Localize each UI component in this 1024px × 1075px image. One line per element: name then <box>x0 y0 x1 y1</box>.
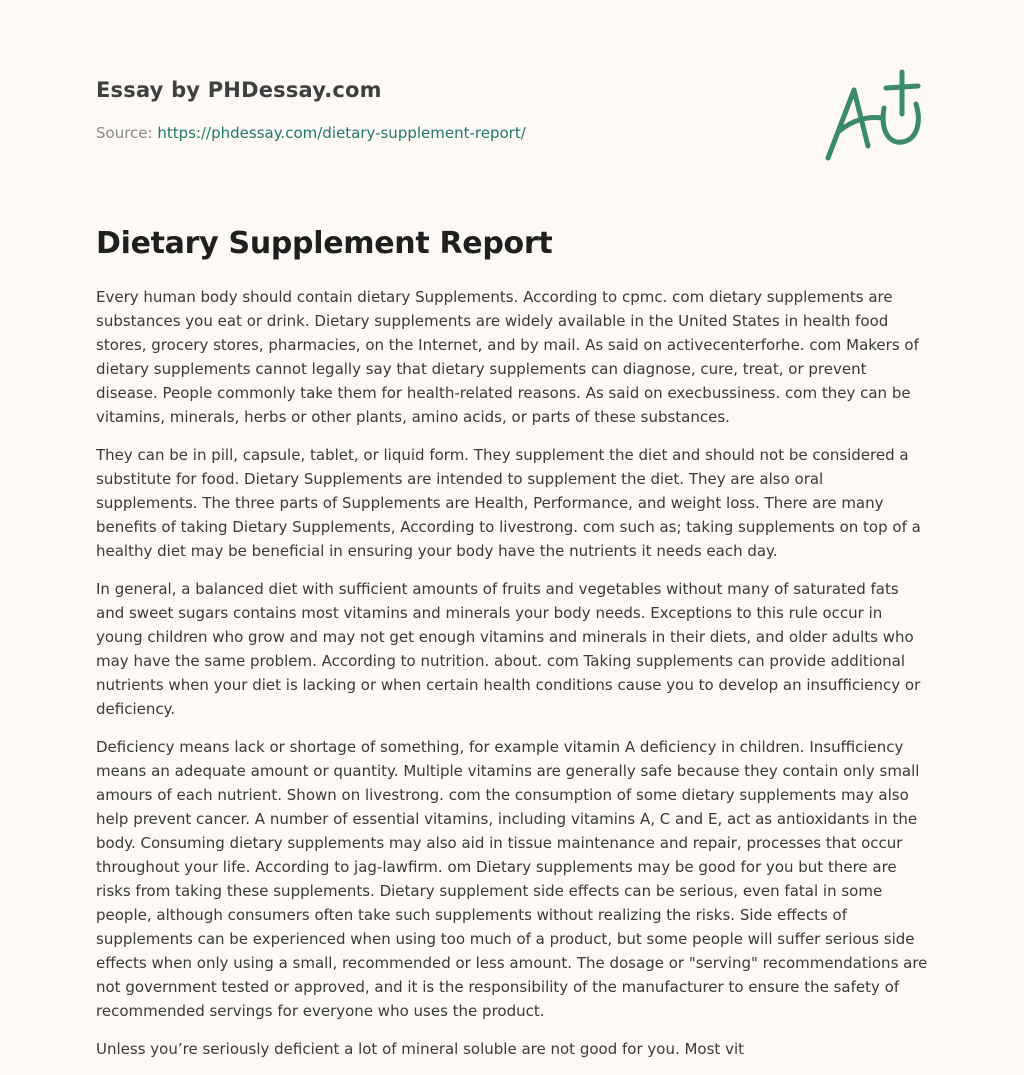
logo-plus-horizontal <box>886 86 918 88</box>
paragraph: In general, a balanced diet with sufficient amounts of fruits and vegetables without many of saturated fats and sweet sugars contains most vitamins and minerals your body needs. Exceptions to this rule occur in young children who grow and may not get enough vitamins and minerals in their diets, and older adults who may have the same problem. According to nutrition. about. com Taking supplements can provide additional nutrients when your diet is lacking or when certain health conditions cause you to develop an insufficiency or deficiency. <box>96 580 921 718</box>
source-line <box>96 124 526 142</box>
source-label: Source: <box>96 124 158 142</box>
site-brand-title: Essay by PHDessay.com <box>96 78 382 102</box>
paragraph: Deficiency means lack or shortage of something, for example vitamin A deficiency in children. Insufficiency means an adequate amount or quantity. Multiple vitamins are generally safe because they contain only small amours of each nutrient. Shown on livestrong. com the consumption of some dietary supplements may also help prevent cancer. A number of essential vitamins, including vitamins A, C and E, act as antioxidants in the body. Consuming dietary supplements may also aid in tissue maintenance and repair, processes that occur throughout your life. According to jag-lawfirm. om Dietary supplements may be good for you but there are risks from taking these supplements. Dietary supplement side effects can be serious, even fatal in some people, although consumers often take such supplements without realizing the risks. Side effects of supplements can be experienced when using too much of a product, but some people will suffer serious side effects when only using a small, recommended or less amount. The dosage or "serving" recommendations are not government tested or approved, and it is the responsibility of the manufacturer to ensure the safety of recommended servings for everyone who uses the product. <box>96 738 928 1020</box>
paragraph: Every human body should contain dietary Supplements. According to cpmc. com dietary supplements are substances you eat or drink. Dietary supplements are widely available in the United States in health food stores, grocery stores, pharmacies, on the Internet, and by mail. As said on activecenterforhe. com Makers of dietary supplements cannot legally say that dietary supplements can diagnose, cure, treat, or prevent disease. People commonly take them for health-related reasons. As said on execbussiness. com they can be vitamins, minerals, herbs or other plants, amino acids, or parts of these substances. <box>96 288 919 426</box>
a-plus-logo-icon <box>824 68 928 164</box>
paragraph: Unless you’re seriously deficient a lot of mineral soluble are not good for you. Most vit <box>96 1040 744 1058</box>
paragraph: They can be in pill, capsule, tablet, or liquid form. They supplement the diet and should not be considered a substitute for food. Dietary Supplements are intended to supplement the diet. They are also oral supplements. The three parts of Supplements are Health, Performance, and weight loss. There are many benefits of taking Dietary Supplements, According to livestrong. com such as; taking supplements on top of a healthy diet may be beneficial in ensuring your body have the nutrients it needs each day. <box>96 446 921 560</box>
source-link[interactable]: https://phdessay.com/dietary-supplement-report/ <box>157 124 526 142</box>
document-title: Dietary Supplement Report <box>96 226 553 261</box>
document-body <box>96 285 928 1075</box>
